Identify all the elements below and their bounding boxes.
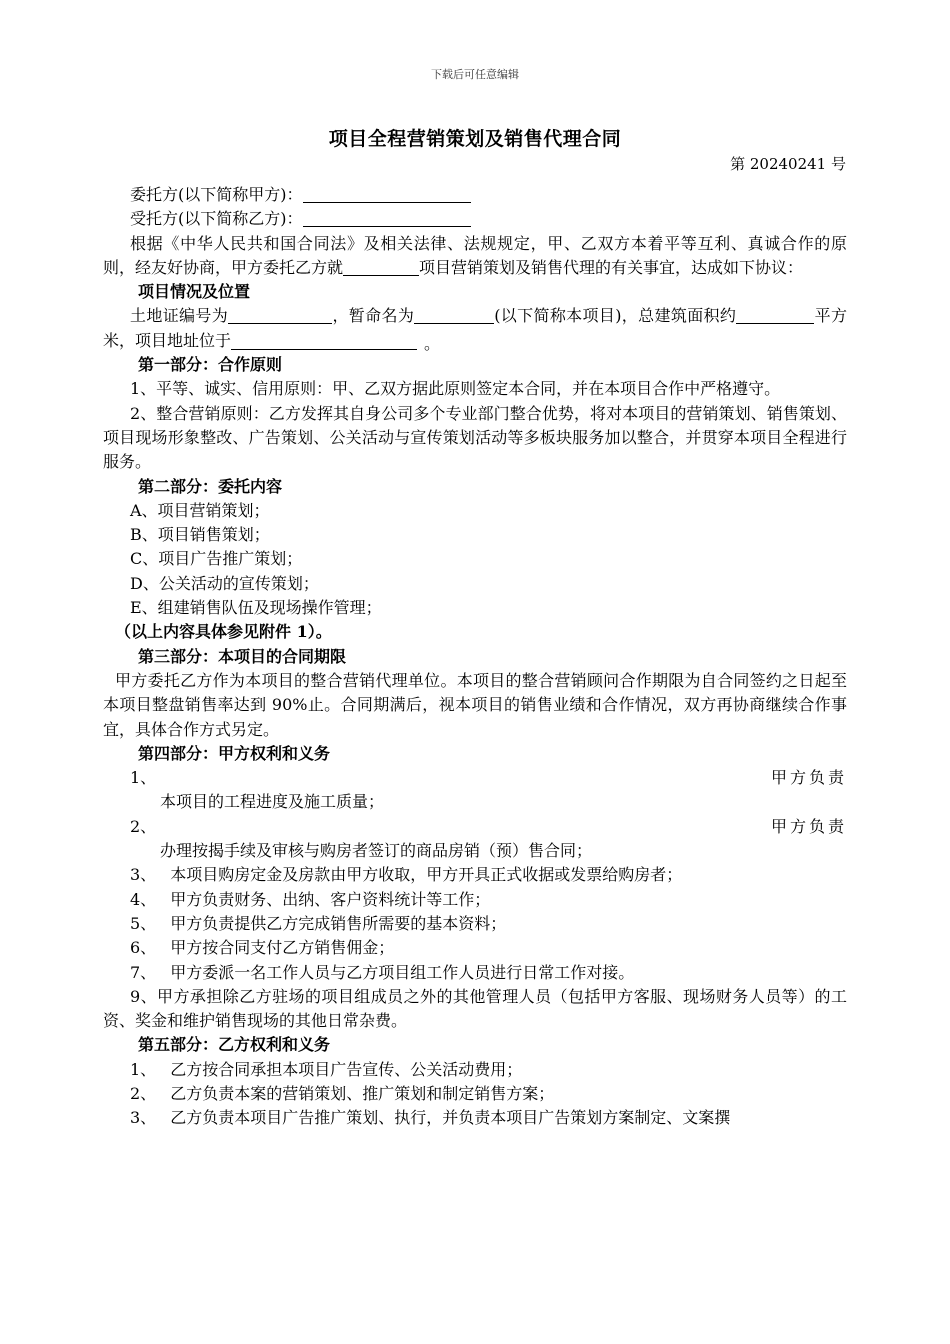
item-number: 2、 — [130, 816, 157, 836]
party-a-blank — [303, 185, 471, 203]
land-text-2: ，暂命名为 — [332, 306, 415, 326]
item-number: 2、 — [130, 1083, 157, 1103]
part5-item — [103, 1106, 847, 1130]
part5-heading: 第五部分：乙方权利和义务 — [138, 1035, 331, 1055]
part4-item — [103, 936, 847, 960]
part3-text: 甲方委托乙方作为本项目的整合营销代理单位。本项目的整合营销顾问合作期限为自合同签约之日起至本项目整盘销售率达到 90%止。合同期满后，视本项目的销售业绩和合作情况，双方再协商继续合作事宜，具体合作方式另定。 — [103, 670, 847, 739]
item-text: 乙方按合同承担本项目广告宣传、公关活动费用； — [170, 1059, 523, 1079]
item-number: 4、 — [130, 889, 157, 909]
item-number: 3、 — [130, 865, 157, 885]
contract-body — [103, 183, 847, 1131]
item-number: 1、 — [130, 768, 157, 788]
part5-item — [103, 1058, 847, 1082]
part4-item — [103, 888, 847, 912]
item-text: 甲方负责财务、出纳、客户资料统计等工作； — [170, 889, 491, 909]
part2-item: D、公关活动的宣传策划； — [130, 573, 319, 593]
intro-text-2: 项目营销策划及销售代理的有关事宜，达成如下协议： — [419, 257, 804, 277]
item-text: 乙方负责本项目广告推广策划、执行，并负责本项目广告策划方案制定、文案撰 — [170, 1108, 731, 1128]
part1-item: 1、平等、诚实、信用原则：甲、乙双方据此原则签定本合同，并在本项目合作中严格遵守。 — [130, 379, 781, 399]
item-number: 7、 — [130, 962, 157, 982]
part2-item: E、组建销售队伍及现场操作管理； — [130, 598, 382, 618]
item-text: 本项目购房定金及房款由甲方收取，甲方开具正式收据或发票给购房者； — [170, 865, 683, 885]
part4-heading: 第四部分：甲方权利和义务 — [138, 743, 331, 763]
item-text: 乙方负责本案的营销策划、推广策划和制定销售方案； — [170, 1083, 555, 1103]
item-number: 5、 — [130, 913, 157, 933]
contract-number: 第 20240241 号 — [730, 155, 846, 173]
intro-text-1: 根据《中华人民共和国合同法》及相关法律、法规规定，甲、乙双方本着平等互利、真诚合作的原则，经友好协商，甲方委托乙方就 — [103, 233, 847, 277]
part3-heading: 第三部分：本项目的合同期限 — [138, 646, 347, 666]
part2-item: B、项目销售策划； — [130, 525, 270, 545]
land-text-1: 土地证编号为 — [130, 306, 229, 326]
part4-item-2-cont: 办理按揭手续及审核与购房者签订的商品房销（预）售合同； — [160, 841, 593, 861]
part2-item: A、项目营销策划； — [130, 500, 270, 520]
item-number: 1、 — [130, 1059, 157, 1079]
item-text: 甲方负责提供乙方完成销售所需要的基本资料； — [170, 913, 507, 933]
part5-item — [103, 1082, 847, 1106]
land-paragraph — [103, 304, 847, 353]
item-number: 6、 — [130, 938, 157, 958]
part4-item — [103, 912, 847, 936]
part1-item: 2、整合营销原则：乙方发挥其自身公司多个专业部门整合优势，将对本项目的营销策划、销售策划、项目现场形象整改、广告策划、公关活动与宣传策划活动等多板块服务加以整合，并贯穿本项目全程进行服务。 — [103, 403, 847, 472]
part4-item-2 — [103, 815, 847, 839]
party-b-blank — [303, 209, 471, 227]
part4-item — [103, 863, 847, 887]
party-b-line — [103, 207, 847, 231]
land-text-3: (以下简称本项目)，总建筑面积约 — [494, 306, 737, 326]
part1-heading: 第一部分：合作原则 — [138, 355, 283, 375]
part2-note: （以上内容具体参见附件 1）。 — [115, 622, 332, 642]
item-text: 甲方负责 — [770, 768, 847, 788]
area-blank — [736, 306, 814, 324]
party-a-label: 委托方(以下简称甲方)： — [130, 185, 303, 204]
item-number: 3、 — [130, 1108, 157, 1128]
part2-heading: 第二部分：委托内容 — [138, 476, 283, 496]
project-name-blank — [343, 258, 419, 276]
temp-name-blank — [414, 306, 494, 324]
item-text: 甲方委派一名工作人员与乙方项目组工作人员进行日常工作对接。 — [170, 962, 635, 982]
item-text: 甲方负责 — [770, 816, 847, 836]
party-a-line — [103, 183, 847, 207]
part4-item-1-cont: 本项目的工程进度及施工质量； — [160, 792, 385, 812]
header-note: 下载后可任意编辑 — [431, 68, 519, 81]
party-b-label: 受托方(以下简称乙方)： — [130, 209, 303, 229]
part4-item-9: 9、甲方承担除乙方驻场的项目组成员之外的其他管理人员（包括甲方客服、现场财务人员等）的工资、奖金和维护销售现场的其他日常杂费。 — [103, 986, 847, 1031]
land-text-5: 。 — [424, 333, 441, 353]
part4-item — [103, 961, 847, 985]
part4-item-1 — [103, 766, 847, 790]
item-text: 甲方按合同支付乙方销售佣金； — [170, 938, 395, 958]
address-blank — [231, 332, 441, 353]
land-cert-blank — [228, 306, 332, 324]
page-title: 项目全程营销策划及销售代理合同 — [328, 128, 622, 150]
land-text-4: 平方米，项目地址位于 — [103, 306, 847, 350]
project-heading: 项目情况及位置 — [138, 282, 251, 302]
part2-item: C、项目广告推广策划； — [130, 549, 303, 569]
intro-paragraph — [103, 232, 847, 281]
